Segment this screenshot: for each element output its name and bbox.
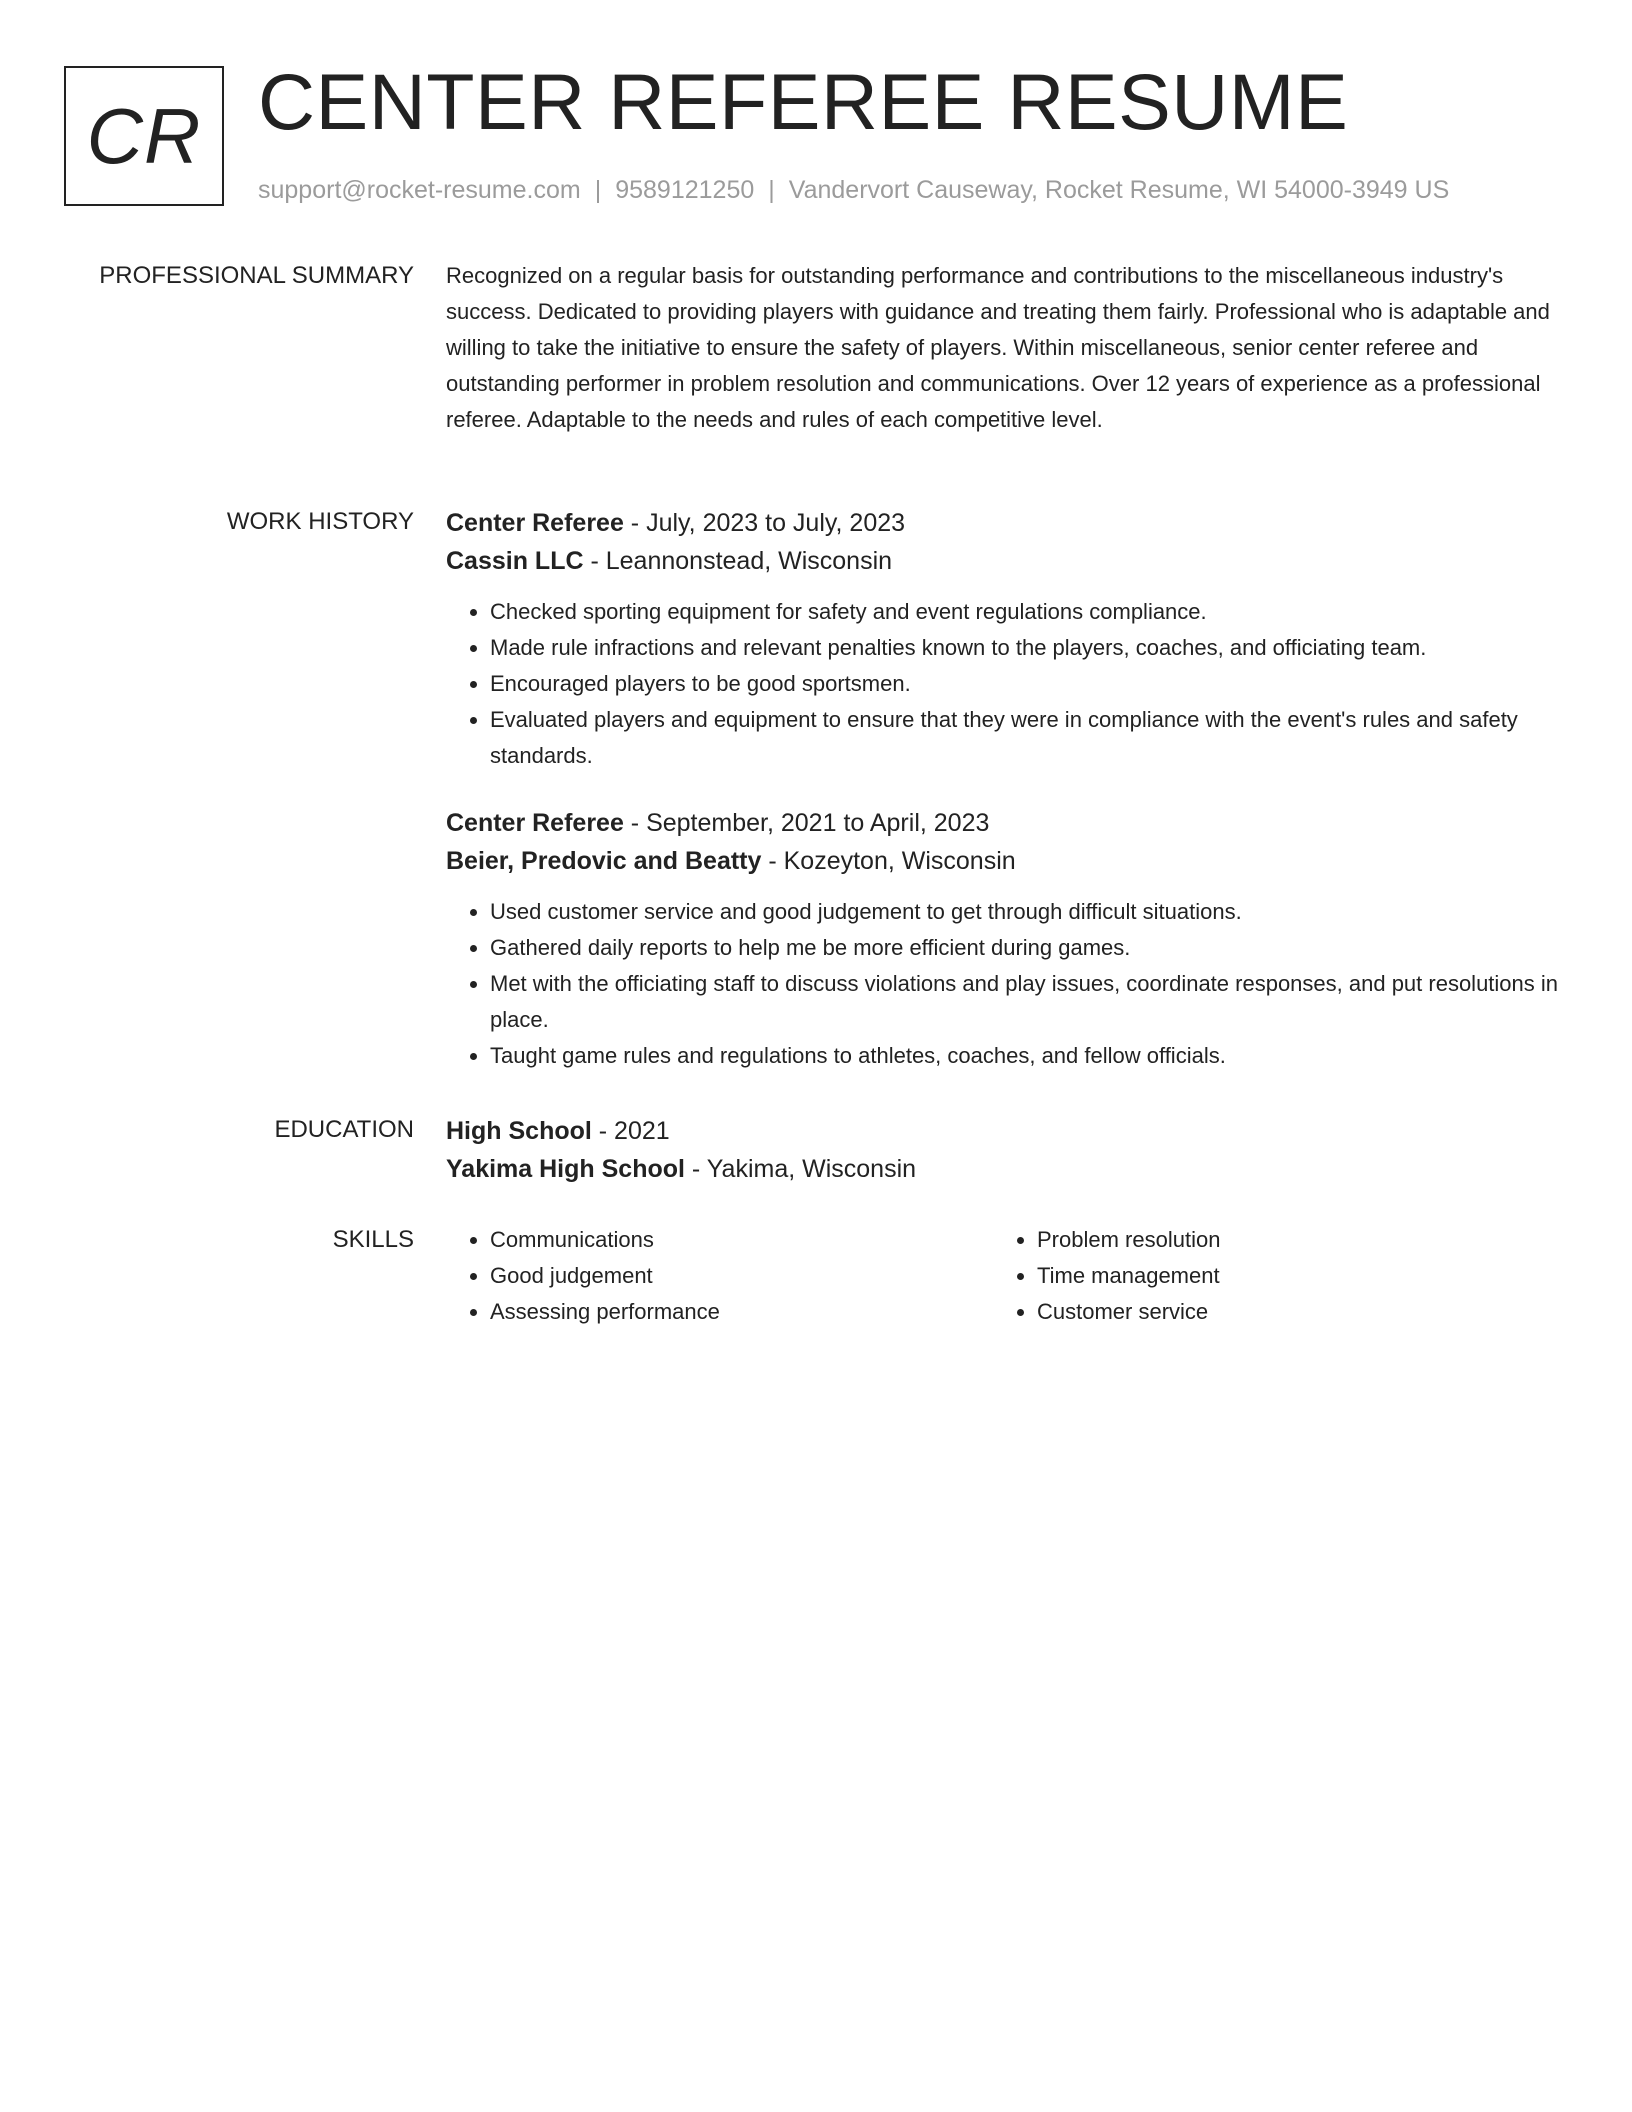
job-title: Center Referee bbox=[446, 809, 624, 837]
job-company-line bbox=[446, 542, 1566, 580]
job-title: Center Referee bbox=[446, 509, 624, 537]
skill-item: • Time management bbox=[1037, 1258, 1540, 1294]
job-dates: - September, 2021 to April, 2023 bbox=[623, 809, 990, 837]
job-company-line bbox=[446, 842, 1566, 880]
education-year: - 2021 bbox=[591, 1117, 670, 1145]
job-title-line bbox=[446, 804, 1566, 842]
section-label-work-history: WORK HISTORY bbox=[226, 508, 414, 535]
education-school: Yakima High School bbox=[446, 1155, 685, 1183]
contact-line bbox=[258, 172, 1449, 208]
monogram-logo bbox=[64, 66, 224, 206]
skill-item: • Good judgement bbox=[490, 1258, 993, 1294]
job-bullet: • Made rule infractions and relevant penalties known to the players, coaches, and officiating team. bbox=[490, 630, 1566, 666]
job-bullet: • Encouraged players to be good sportsmen. bbox=[490, 666, 1566, 702]
job-bullets bbox=[446, 894, 1566, 1074]
section-label-education: EDUCATION bbox=[274, 1116, 414, 1143]
contact-address: Vandervort Causeway, Rocket Resume, WI 54000-3949 US bbox=[788, 176, 1450, 204]
summary-body bbox=[446, 258, 1566, 438]
contact-separator: | bbox=[594, 176, 602, 204]
job-company: Cassin LLC bbox=[446, 547, 584, 575]
skills-list-left bbox=[446, 1222, 993, 1330]
section-label-skills: SKILLS bbox=[332, 1226, 414, 1253]
contact-separator: | bbox=[768, 176, 775, 204]
skill-item: • Problem resolution bbox=[1037, 1222, 1540, 1258]
job-dates: - July, 2023 to July, 2023 bbox=[623, 509, 906, 537]
skill-item: • Communications bbox=[490, 1222, 993, 1258]
skill-item: • Customer service bbox=[1037, 1294, 1540, 1330]
summary-text: Recognized on a regular basis for outstanding performance and contributions to the miscellaneous industry's success. Dedicated to providing players with guidance and treating them fairly. Professional who is adaptable and willing to take the initiative to ensure the safety of players. Within miscellaneous, senior center referee and outstanding performer in problem resolution and communications. Over 12 years of experience as a professional referee. Adaptable to the needs and rules of each competitive level. bbox=[446, 263, 1550, 432]
education-location: - Yakima, Wisconsin bbox=[684, 1155, 917, 1183]
monogram-text: CR bbox=[86, 92, 202, 180]
skills-columns bbox=[446, 1222, 1566, 1330]
education-school-line bbox=[446, 1150, 1566, 1188]
skills-body bbox=[446, 1222, 1566, 1330]
job-location: - Leannonstead, Wisconsin bbox=[583, 547, 893, 575]
job-bullet: • Gathered daily reports to help me be more efficient during games. bbox=[490, 930, 1566, 966]
education-degree: High School bbox=[446, 1117, 592, 1145]
resume-title: CENTER REFEREE RESUME bbox=[258, 57, 1349, 146]
work-history-body bbox=[446, 504, 1566, 1074]
job-bullet: • Evaluated players and equipment to ensure that they were in compliance with the event's rules and safety standards. bbox=[490, 702, 1566, 774]
job-bullet: • Met with the officiating staff to discuss violations and play issues, coordinate responses, and put resolutions in place. bbox=[490, 966, 1566, 1038]
job-bullet: • Checked sporting equipment for safety and event regulations compliance. bbox=[490, 594, 1566, 630]
section-label-summary: PROFESSIONAL SUMMARY bbox=[99, 262, 414, 289]
job-bullet: • Used customer service and good judgement to get through difficult situations. bbox=[490, 894, 1566, 930]
education-degree-line bbox=[446, 1112, 1566, 1150]
job-company: Beier, Predovic and Beatty bbox=[446, 847, 762, 875]
job-title-line bbox=[446, 504, 1566, 542]
job-entry bbox=[446, 504, 1566, 774]
job-entry bbox=[446, 804, 1566, 1074]
job-bullets bbox=[446, 594, 1566, 774]
skill-item: • Assessing performance bbox=[490, 1294, 993, 1330]
contact-phone: 9589121250 bbox=[615, 176, 755, 204]
job-location: - Kozeyton, Wisconsin bbox=[761, 847, 1016, 875]
contact-email: support@rocket-resume.com bbox=[258, 176, 581, 204]
education-body bbox=[446, 1112, 1566, 1188]
job-bullet: • Taught game rules and regulations to athletes, coaches, and fellow officials. bbox=[490, 1038, 1566, 1074]
skills-list-right bbox=[993, 1222, 1540, 1330]
